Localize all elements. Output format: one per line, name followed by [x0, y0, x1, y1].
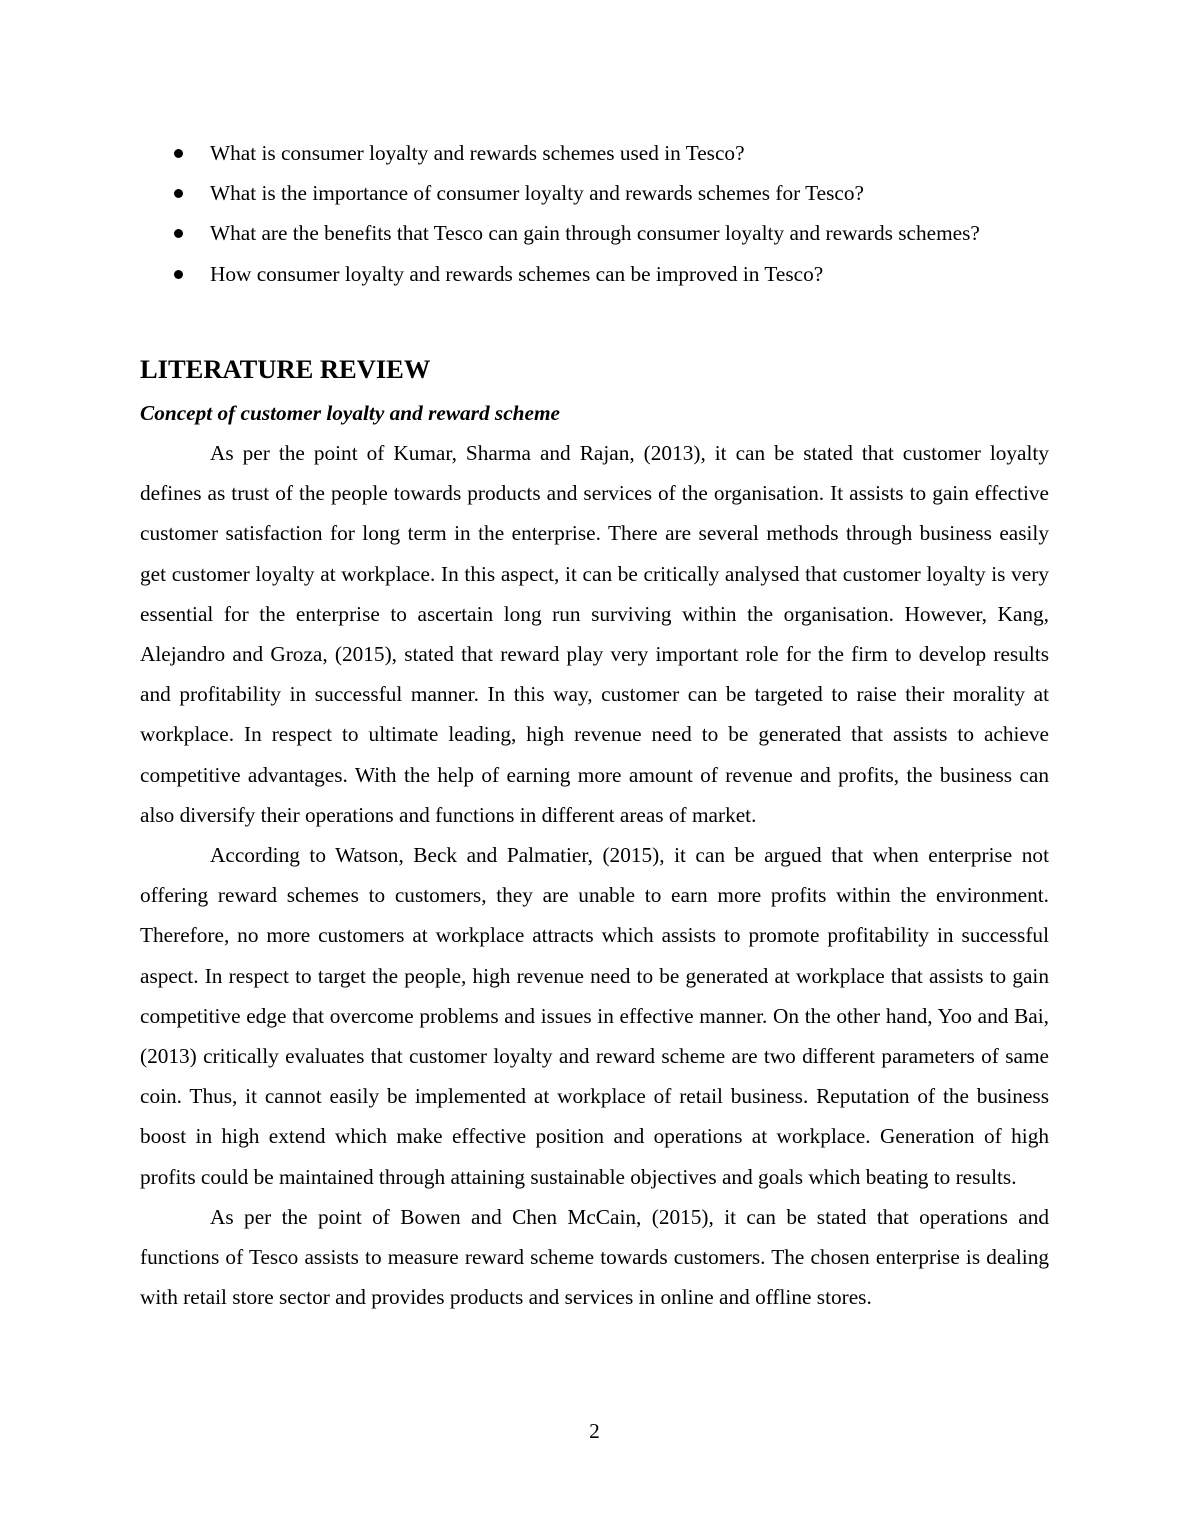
page-number: 2 — [589, 1419, 600, 1443]
list-item-text: What are the benefits that Tesco can gain through consumer loyalty and rewards schemes? — [210, 221, 980, 246]
paragraph: According to Watson, Beck and Palmatier, (2015), it can be argued that when enterprise not offering reward schemes to customers, they are unable to earn more profits within the environment. Therefore, no more customers at workplace attracts which assists to promote profitability in successful aspect. In respect to target the people, high revenue need to be generated at workplace that assists to gain competitive edge that overcome problems and issues in effective manner. On the other hand, Yoo and Bai, (2013) critically evaluates that customer loyalty and reward scheme are two different parameters of same coin. Thus, it cannot easily be implemented at workplace of retail business. Reputation of the business boost in high extend which make effective position and operations at workplace. Generation of high profits could be maintained through attaining sustainable objectives and goals which beating to results. — [140, 843, 1049, 1189]
paragraph: As per the point of Bowen and Chen McCain, (2015), it can be stated that operations and functions of Tesco assists to measure reward scheme towards customers. The chosen enterprise is dealing with retail store sector and provides products and services in online and offline stores. — [140, 1204, 1049, 1310]
body-text — [140, 433, 1049, 1317]
bullet-icon — [174, 189, 183, 198]
bullet-icon — [174, 229, 183, 238]
list-item-text: What is the importance of consumer loyalty and rewards schemes for Tesco? — [210, 181, 864, 206]
bullet-icon — [174, 270, 183, 279]
list-item-text: What is consumer loyalty and rewards schemes used in Tesco? — [210, 141, 745, 165]
list-item — [140, 254, 1049, 294]
list-item — [140, 213, 1049, 253]
bullet-icon — [174, 149, 183, 158]
list-item — [140, 173, 1049, 213]
paragraph: As per the point of Kumar, Sharma and Rajan, (2013), it can be stated that customer loyalty defines as trust of the people towards products and services of the organisation. It assists to gain effective customer satisfaction for long term in the enterprise. There are several methods through business easily get customer loyalty at workplace. In this aspect, it can be critically analysed that customer loyalty is very essential for the enterprise to ascertain long run surviving within the organisation. However, Kang, Alejandro and Groza, (2015), stated that reward play very important role for the firm to develop results and profitability in successful manner. In this way, customer can be targeted to raise their morality at workplace. In respect to ultimate leading, high revenue need to be generated that assists to achieve competitive advantages. With the help of earning more amount of revenue and profits, the business can also diversify their operations and functions in different areas of market. — [140, 441, 1049, 827]
list-item — [140, 133, 1049, 173]
research-questions-list — [140, 133, 1049, 294]
section-heading: LITERATURE REVIEW — [140, 354, 431, 384]
document-page — [140, 0, 1049, 1540]
list-item-text: How consumer loyalty and rewards schemes can be improved in Tesco? — [210, 261, 824, 286]
section-subheading: Concept of customer loyalty and reward scheme — [140, 401, 560, 425]
